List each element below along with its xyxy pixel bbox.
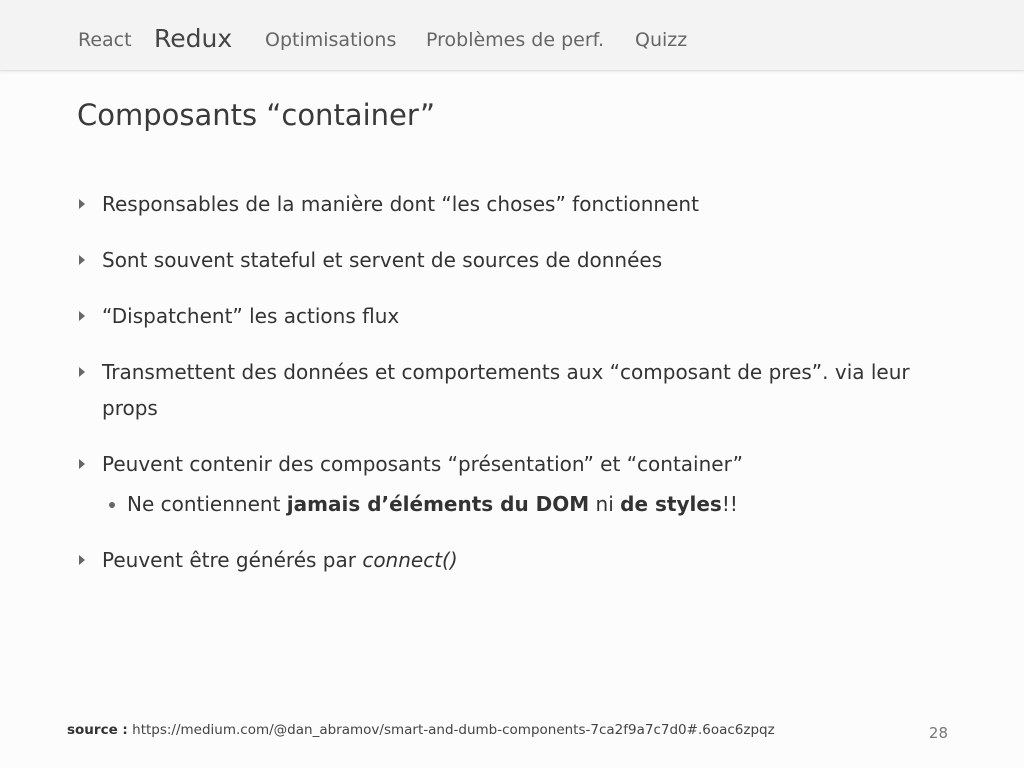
triangle-bullet-icon: [79, 199, 85, 209]
bullet-text: Peuvent contenir des composants “présentation” et “container”: [102, 452, 744, 476]
source-url[interactable]: https://medium.com/@dan_abramov/smart-and-dumb-components-7ca2f9a7c7d0#.6oac6zpqz: [132, 722, 775, 738]
nav-item-optimisations[interactable]: Optimisations: [265, 29, 397, 51]
bullet-item: [78, 354, 968, 426]
nav-item-problemes-perf[interactable]: Problèmes de perf.: [426, 29, 605, 51]
dot-bullet-icon: [109, 502, 115, 508]
sub-text-bold-styles: de styles: [620, 492, 722, 516]
triangle-bullet-icon: [79, 459, 85, 469]
page-number: 28: [928, 724, 948, 742]
nav-item-quizz[interactable]: Quizz: [635, 29, 688, 51]
triangle-bullet-icon: [79, 367, 85, 377]
bullet-text: Sont souvent stateful et servent de sources de données: [102, 248, 663, 272]
nav-item-react[interactable]: React: [78, 29, 132, 51]
triangle-bullet-icon: [79, 311, 85, 321]
bullet-text: Responsables de la manière dont “les choses” fonctionnent: [102, 192, 699, 216]
bullet-item: [78, 542, 968, 578]
section-navbar: [0, 0, 1024, 71]
bullet-text: Peuvent être générés par: [102, 548, 356, 572]
bullet-text: “Dispatchent” les actions flux: [102, 304, 400, 328]
connect-function-text: connect(): [362, 548, 458, 572]
sub-text-prefix: Ne contiennent: [127, 492, 281, 516]
nav-item-redux[interactable]: Redux: [154, 24, 233, 53]
bullet-list: [78, 186, 968, 598]
bullet-item: [78, 446, 968, 522]
slide-title: Composants “container”: [77, 98, 436, 132]
triangle-bullet-icon: [79, 555, 85, 565]
sub-text-mid: ni: [595, 492, 614, 516]
bullet-item: [78, 186, 968, 222]
source-label: source :: [67, 722, 128, 738]
bullet-item: [78, 298, 968, 334]
sub-bullet-item: [102, 486, 968, 522]
source-footer: [67, 722, 775, 738]
triangle-bullet-icon: [79, 255, 85, 265]
bullet-text: Transmettent des données et comportements aux “composant de pres”. via leur props: [102, 360, 910, 420]
sub-text-bold-dom: jamais d’éléments du DOM: [286, 492, 590, 516]
bullet-item: [78, 242, 968, 278]
sub-text-suffix: !!: [721, 492, 738, 516]
